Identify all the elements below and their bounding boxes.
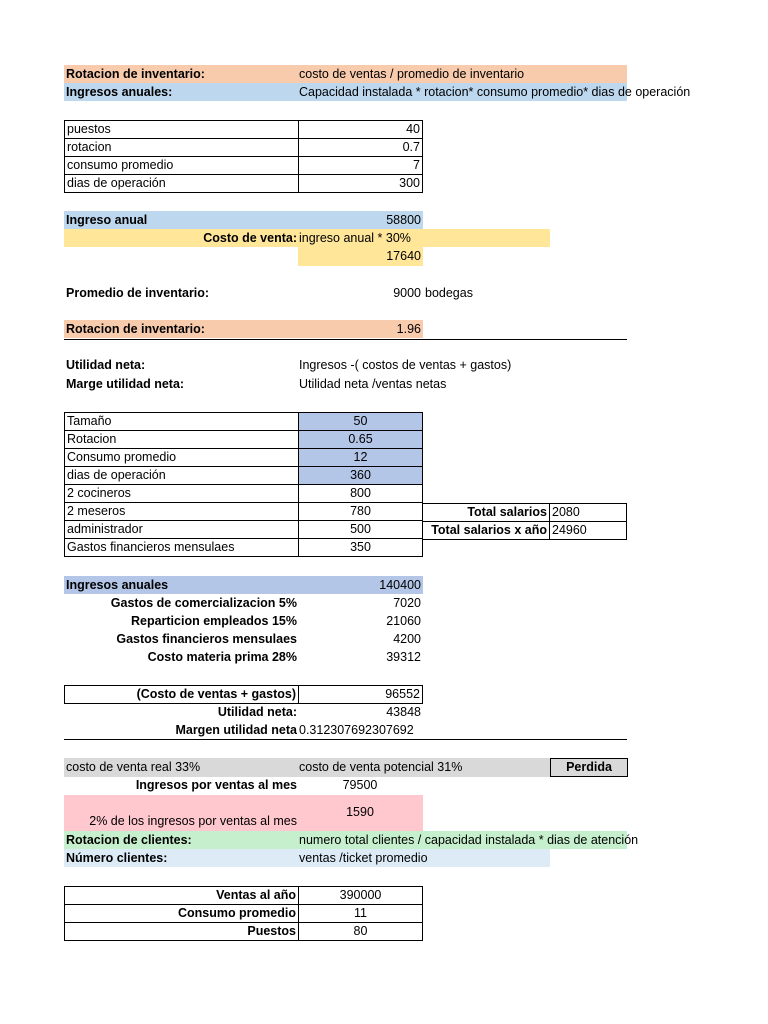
margen-label: Margen utilidad neta [175, 723, 297, 737]
table-row [423, 522, 627, 540]
table-row [65, 686, 423, 704]
cell-label: administrador [65, 521, 299, 539]
cell-value: 300 [299, 175, 423, 193]
marge-label: Marge utilidad neta: [66, 377, 185, 391]
salarios-anio-label: Total salarios x año [423, 522, 550, 540]
table-salarios [422, 503, 627, 540]
cell-label: rotacion [65, 139, 299, 157]
cell-label: Ventas al año [65, 887, 299, 905]
cell-value: 390000 [299, 887, 423, 905]
table-row [65, 485, 423, 503]
header-ing-formula: Capacidad instalada * rotacion* consumo promedio* dias de operación [299, 85, 691, 99]
cell-value: 11 [299, 905, 423, 923]
table-row [65, 467, 423, 485]
marge-formula: Utilidad neta /ventas netas [299, 377, 447, 391]
cell-label: Consumo promedio [65, 905, 299, 923]
cell-label: 2 cocineros [65, 485, 299, 503]
cell-label: 2 meseros [65, 503, 299, 521]
promedio-value: 9000 [393, 286, 421, 300]
cell-value: 500 [299, 521, 423, 539]
margen-value: 0.312307692307692 [299, 723, 414, 737]
header-rot-formula: costo de ventas / promedio de inventario [299, 67, 525, 81]
ingreso-label: Ingreso anual [66, 213, 148, 227]
utilidad-label: Utilidad neta: [66, 358, 146, 372]
cell-value: 0.65 [299, 431, 423, 449]
promedio-label: Promedio de inventario: [66, 286, 210, 300]
cell-label: Tamaño [65, 413, 299, 431]
gasto-value: 4200 [393, 632, 421, 646]
gasto-value: 21060 [386, 614, 421, 628]
cell-value: 80 [299, 923, 423, 941]
gasto-label: Reparticion empleados 15% [130, 614, 297, 628]
cell-label: Puestos [65, 923, 299, 941]
table-ventas [64, 886, 423, 941]
divider [64, 739, 627, 740]
cell-value: 12 [299, 449, 423, 467]
salarios-anio-value: 24960 [550, 522, 627, 540]
pct-value: 1590 [346, 805, 374, 819]
cell-label: Gastos financieros mensulaes [65, 539, 299, 557]
cell-label: puestos [65, 121, 299, 139]
costo-real: costo de venta real 33% [66, 760, 201, 774]
cell-label: Consumo promedio [65, 449, 299, 467]
gasto-value: 39312 [386, 650, 421, 664]
table-row [65, 503, 423, 521]
utilidad-neta-value: 43848 [386, 705, 421, 719]
ingresos2-value: 140400 [379, 578, 421, 592]
cell-label: Rotacion [65, 431, 299, 449]
ingresos2-label: Ingresos anuales [66, 578, 169, 592]
table-row [65, 413, 423, 431]
table-row [65, 905, 423, 923]
costo-label: Costo de venta: [203, 231, 297, 245]
perdida-box: Perdida [550, 758, 628, 777]
rotacion-label: Rotacion de inventario: [66, 322, 205, 336]
table-row [65, 431, 423, 449]
gasto-label: Gastos financieros mensulaes [116, 632, 297, 646]
ventas-mes-value: 79500 [342, 778, 378, 792]
header-ing-label: Ingresos anuales: [66, 85, 173, 99]
cell-value: 50 [299, 413, 423, 431]
costo-gastos-value: 96552 [299, 686, 423, 704]
utilidad-neta-label: Utilidad neta: [217, 705, 297, 719]
total-salarios-value: 2080 [550, 504, 627, 522]
table-capacidad [64, 120, 423, 193]
cell-value: 360 [299, 467, 423, 485]
rotacion-value: 1.96 [396, 322, 421, 336]
cell-value: 7 [299, 157, 423, 175]
table-costo-gastos [64, 685, 423, 704]
cell-label: consumo promedio [65, 157, 299, 175]
clientes-num-label: Número clientes: [66, 851, 168, 865]
table-row [423, 504, 627, 522]
cell-value: 0.7 [299, 139, 423, 157]
costo-potencial: costo de venta potencial 31% [299, 760, 463, 774]
table-row [65, 449, 423, 467]
table-row [65, 121, 423, 139]
header-rot-label: Rotacion de inventario: [66, 67, 205, 81]
total-salarios-label: Total salarios [423, 504, 550, 522]
cell-label: dias de operación [65, 175, 299, 193]
table-row [65, 521, 423, 539]
gasto-label: Costo materia prima 28% [147, 650, 297, 664]
table-row [65, 923, 423, 941]
ingreso-value: 58800 [386, 213, 421, 227]
cell-value: 350 [299, 539, 423, 557]
divider [64, 339, 627, 340]
pct-label: 2% de los ingresos por ventas al mes [89, 814, 297, 828]
cell-value: 800 [299, 485, 423, 503]
clientes-num-formula: ventas /ticket promedio [299, 851, 428, 865]
table-row [65, 539, 423, 557]
table-row [65, 139, 423, 157]
costo-gastos-label: (Costo de ventas + gastos) [65, 686, 299, 704]
table-row [65, 887, 423, 905]
table-row [65, 157, 423, 175]
utilidad-formula: Ingresos -( costos de ventas + gastos) [299, 358, 512, 372]
cell-value: 780 [299, 503, 423, 521]
gasto-value: 7020 [393, 596, 421, 610]
gasto-label: Gastos de comercializacion 5% [110, 596, 297, 610]
table-restaurante [64, 412, 423, 557]
clientes-rot-formula: numero total clientes / capacidad instalada * dias de atención [299, 833, 639, 847]
promedio-unit: bodegas [425, 286, 473, 300]
cell-value: 40 [299, 121, 423, 139]
costo-formula: ingreso anual * 30% [299, 231, 411, 245]
clientes-rot-label: Rotacion de clientes: [66, 833, 192, 847]
ventas-mes-label: Ingresos por ventas al mes [135, 778, 297, 792]
cell-label: dias de operación [65, 467, 299, 485]
costo-value: 17640 [386, 249, 421, 263]
table-row [65, 175, 423, 193]
